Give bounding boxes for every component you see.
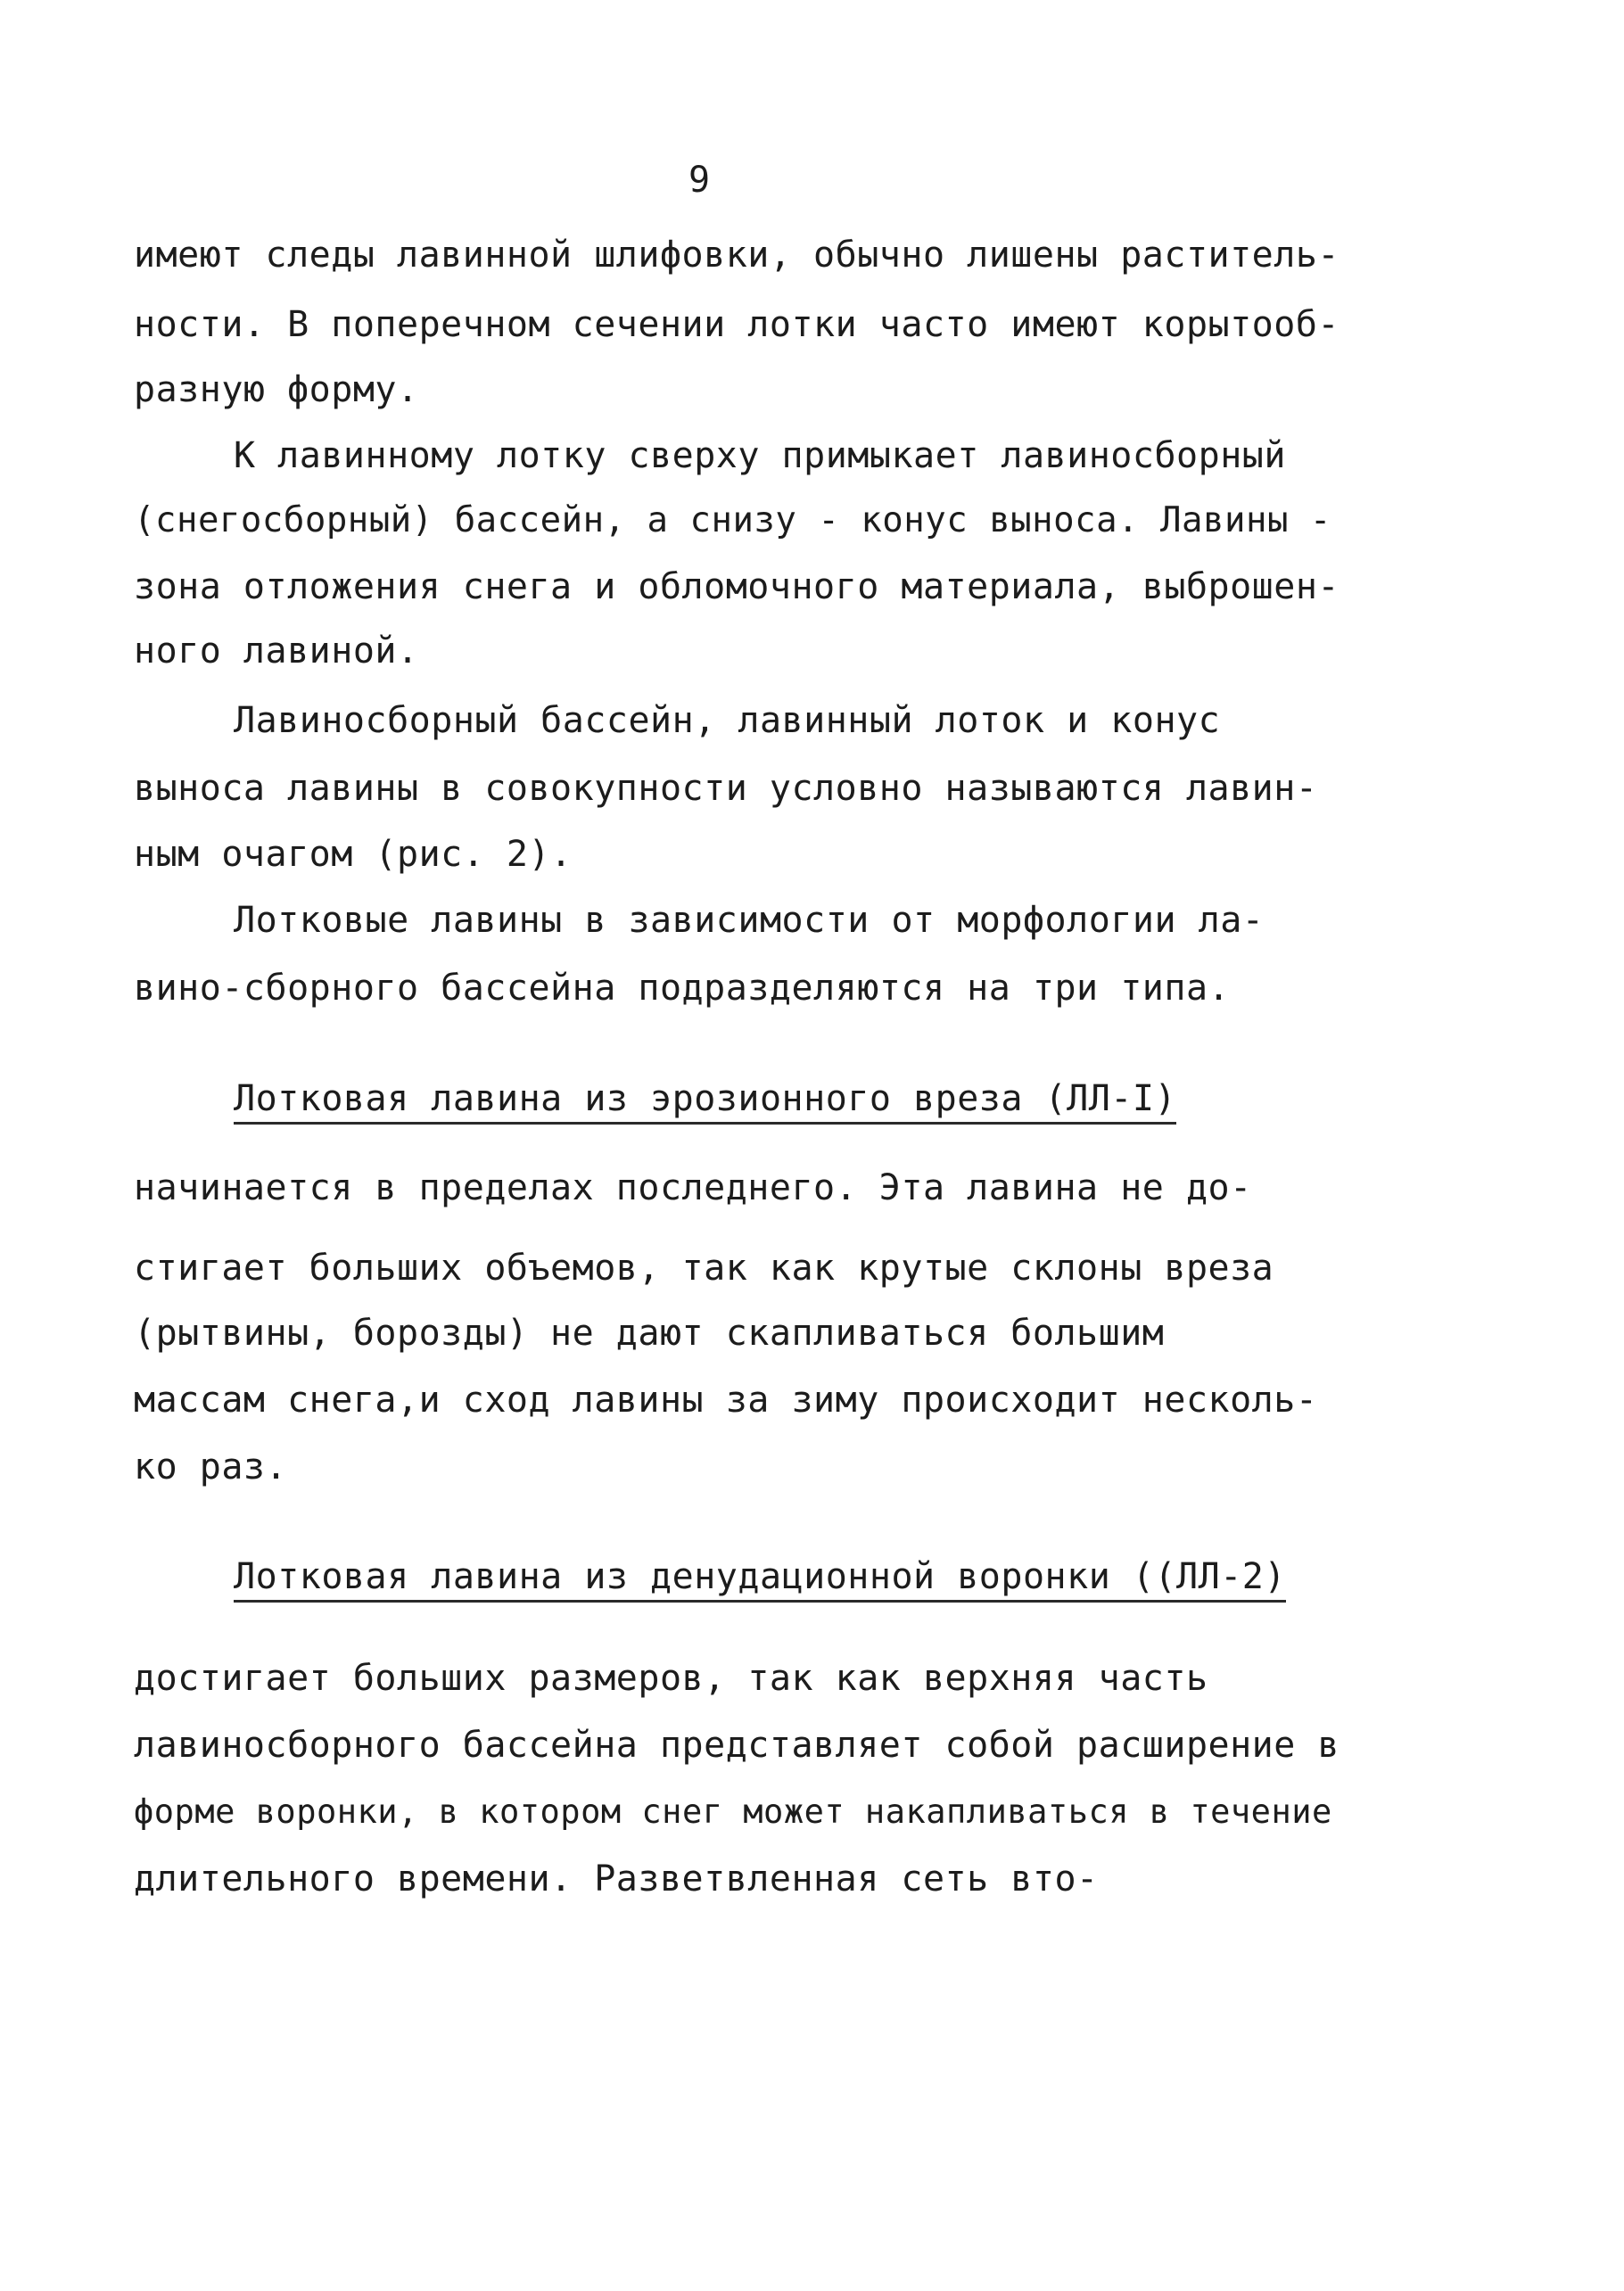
text-line: зона отложения снега и обломочного материала, выброшен- (134, 566, 1340, 607)
page-number: 9 (688, 160, 711, 201)
text-line: длительного времени. Разветвленная сеть вто- (134, 1858, 1099, 1900)
section-heading: Лотковая лавина из эрозионного вреза (ЛЛ-I) (234, 1077, 1176, 1125)
text-line: выноса лавины в совокупности условно называются лавин- (134, 768, 1318, 809)
text-line: массам снега,и сход лавины за зиму происходит несколь- (134, 1380, 1318, 1421)
text-line: Лотковые лавины в зависимости от морфологии ла- (234, 900, 1265, 941)
text-line: лавиносборного бассейна представляет собой расширение в (134, 1725, 1340, 1766)
text-line: вино-сборного бассейна подразделяются на три типа. (134, 968, 1231, 1009)
text-line: ным очагом (рис. 2). (134, 834, 573, 875)
text-line: ности. В поперечном сечении лотки часто имеют корытооб- (134, 304, 1340, 345)
text-line: форме воронки, в котором снег может накапливаться в течение (134, 1792, 1332, 1831)
text-line: стигает больших объемов, так как крутые склоны вреза (134, 1248, 1274, 1289)
section-heading: Лотковая лавина из денудационной воронки ((ЛЛ-2) (234, 1555, 1286, 1603)
text-line: К лавинному лотку сверху примыкает лавиносборный (234, 435, 1286, 476)
text-line: начинается в пределах последнего. Эта лавина не до- (134, 1167, 1252, 1208)
text-line: Лавиносборный бассейн, лавинный лоток и конус (234, 700, 1221, 741)
text-line: достигает больших размеров, так как верхняя часть (134, 1658, 1208, 1699)
text-line: (снегосборный) бассейн, а снизу - конус выноса. Лавины - (134, 500, 1331, 540)
text-line: ного лавиной. (134, 630, 419, 672)
text-line: разную форму. (134, 369, 419, 410)
text-line: ко раз. (134, 1446, 288, 1488)
text-line: (рытвины, борозды) не дают скапливаться большим (134, 1313, 1165, 1354)
text-line: имеют следы лавинной шлифовки, обычно лишены раститель- (134, 235, 1340, 276)
